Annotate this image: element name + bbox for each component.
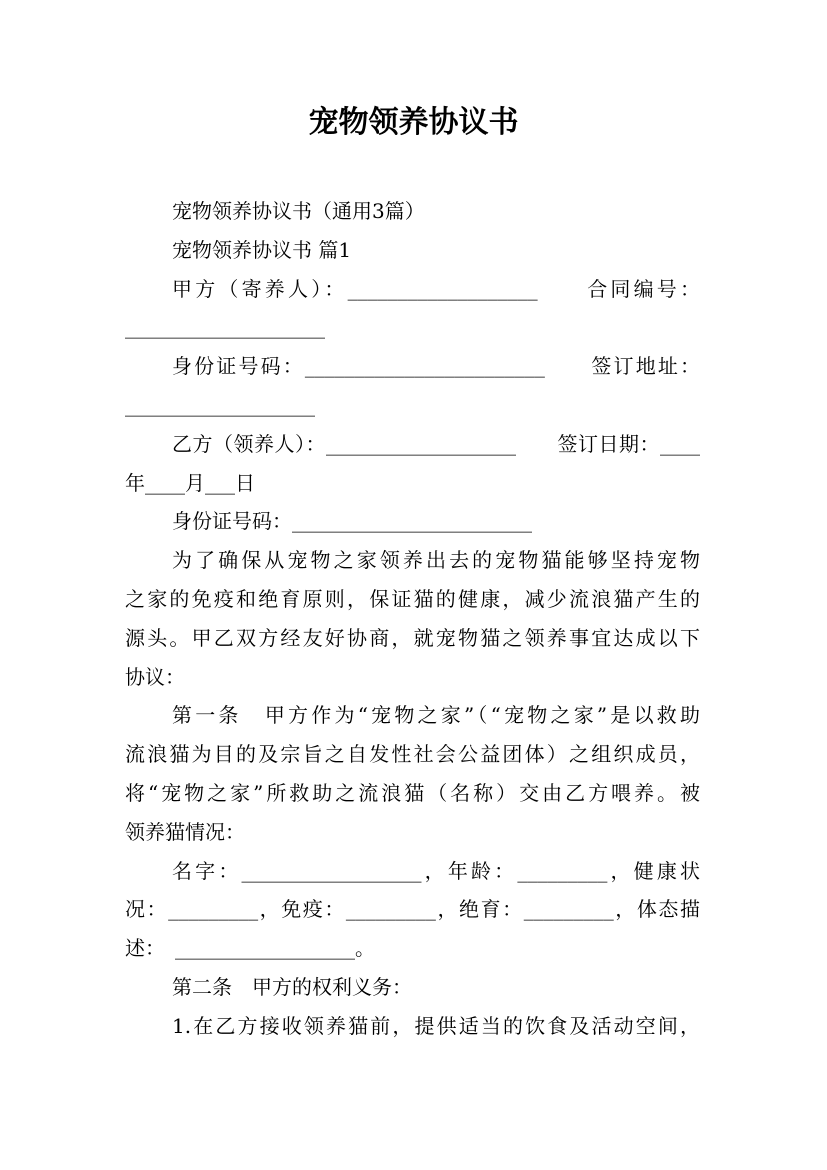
- text-line: 源头。甲乙双方经友好协商，就宠物猫之领养事宜达成以下: [125, 625, 700, 650]
- text-line: 第一条 甲方作为“宠物之家”（“宠物之家”是以救助: [172, 703, 700, 728]
- text-line: 宠物领养协议书（通用3篇）: [172, 199, 425, 223]
- text-line: 1.在乙方接收领养猫前，提供适当的饮食及活动空间，: [172, 1013, 700, 1038]
- text-line: 之家的免疫和绝育原则，保证猫的健康，减少流浪猫产生的: [125, 587, 700, 611]
- text-line: 身份证号码：________________________: [172, 509, 532, 534]
- text-line: 宠物领养协议书 篇1: [172, 237, 352, 262]
- text-line: 年____月___日: [125, 470, 255, 495]
- text-line: ____________________: [125, 315, 325, 340]
- text-line: 协议：: [125, 664, 185, 689]
- text-line: 流浪猫为目的及宗旨之自发性社会公益团体）之组织成员，: [125, 742, 700, 767]
- text-line: 领养猫情况：: [125, 819, 245, 844]
- text-line: 述： __________________。: [125, 936, 375, 961]
- text-line: 身份证号码：________________________ 签订地址：: [172, 354, 700, 379]
- text-line: 名字：__________________，年龄：_________，健康状: [172, 858, 700, 883]
- text-line: 第二条 甲方的权利义务：: [172, 975, 412, 999]
- text-line: 乙方（领养人）：___________________ 签订日期：____: [172, 431, 700, 456]
- text-line: 甲方（寄养人）：___________________ 合同编号：: [172, 276, 700, 301]
- text-line: ___________________: [125, 393, 315, 417]
- text-line: 况：_________，免疫：_________，绝育：_________，体态描: [125, 897, 700, 922]
- text-line: 为了确保从宠物之家领养出去的宠物猫能够坚持宠物: [172, 548, 700, 573]
- text-line: 将“宠物之家”所救助之流浪猫（名称）交由乙方喂养。被: [125, 781, 700, 805]
- document-title: 宠物领养协议书: [308, 105, 519, 140]
